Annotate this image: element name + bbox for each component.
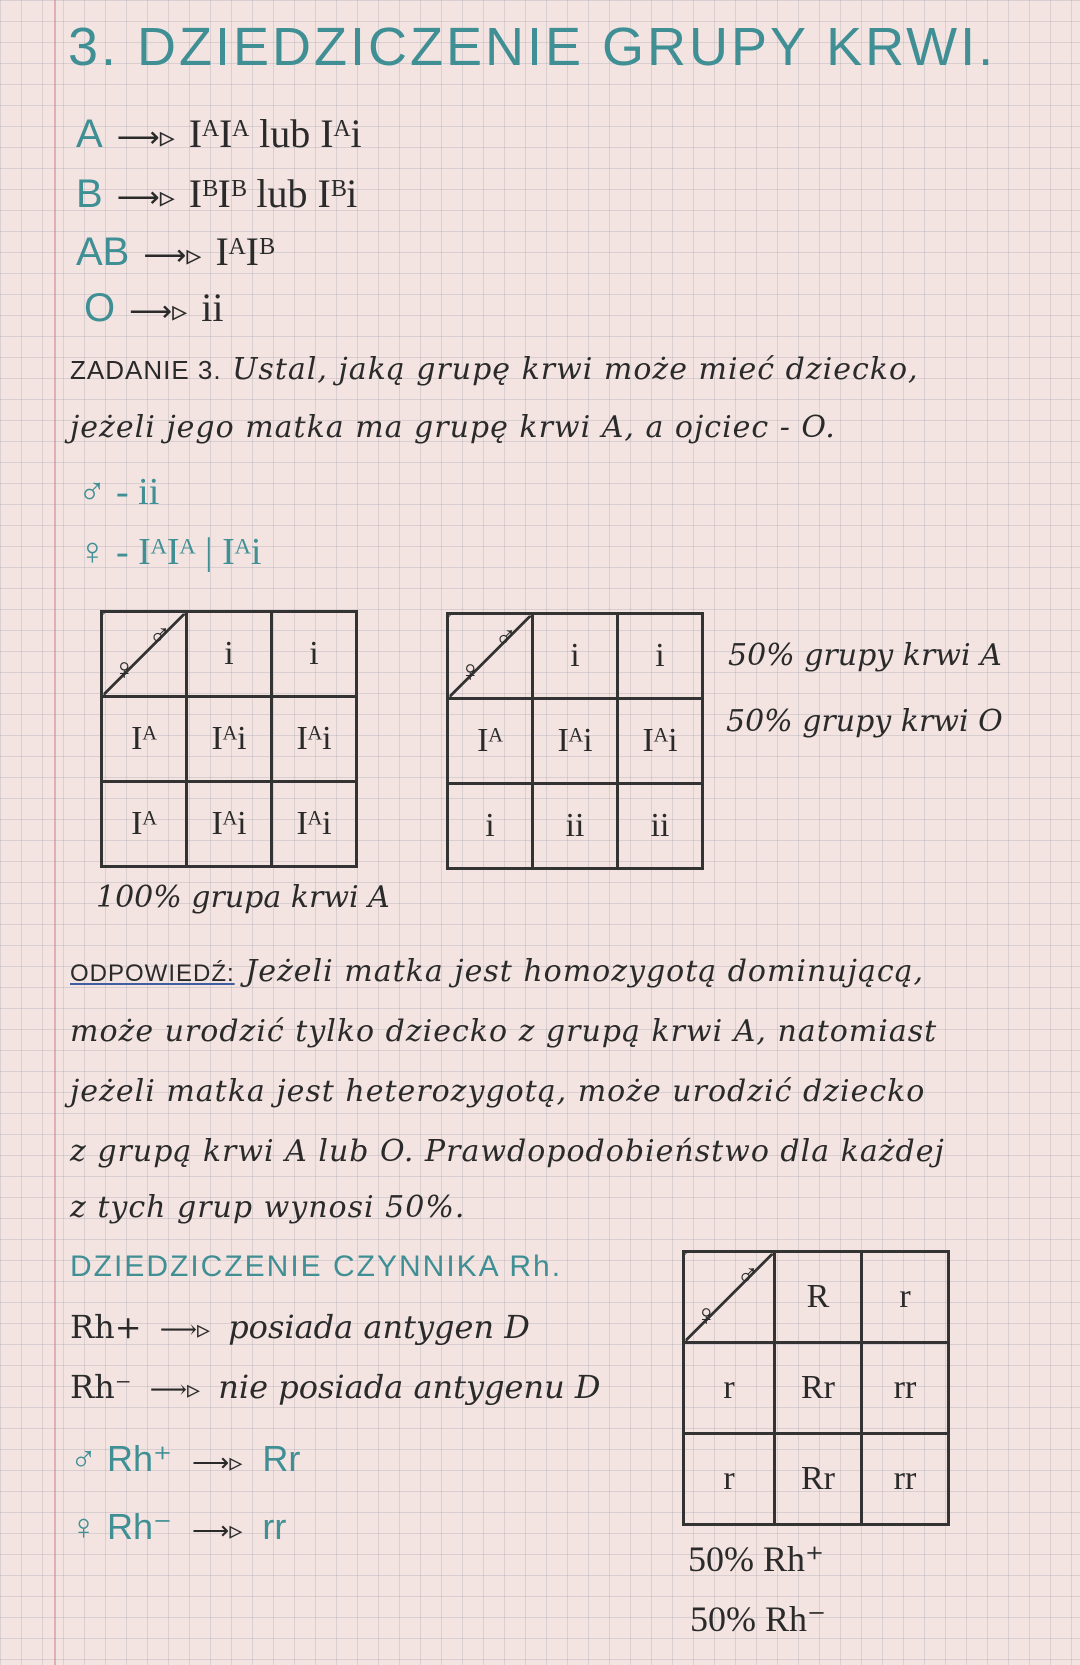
answer-label: ODPOWIEDŹ:: [70, 960, 235, 987]
mother-allele: Iᴬ: [448, 699, 533, 784]
arrow-icon: ⟶▹: [159, 1315, 211, 1345]
rh-result-positive: 50% Rh⁺: [688, 1539, 825, 1579]
answer-line-5: z tych grup wynosi 50%.: [70, 1190, 466, 1225]
offspring-genotype: Iᴬi: [272, 697, 357, 782]
task-line-2: jeżeli jego matka ma grupę krwi A, a ojciec - O.: [70, 410, 836, 445]
male-symbol-icon: ♂: [494, 621, 517, 654]
mother-allele: r: [684, 1343, 775, 1434]
punnett-square-homozygous: [100, 610, 358, 868]
offspring-genotype: Iᴬi: [533, 699, 618, 784]
mother-allele: Iᴬ: [102, 697, 187, 782]
arrow-icon: ⟶▹: [143, 239, 202, 272]
rh-father: ♂ Rh⁺: [70, 1438, 173, 1479]
arrow-icon: ⟶▹: [192, 1447, 243, 1477]
female-symbol-icon: ♀: [695, 1299, 718, 1332]
father-allele: R: [775, 1252, 862, 1343]
margin-line: [54, 0, 56, 1665]
rh-negative-label: Rh⁻: [70, 1368, 132, 1406]
rh-mother-genotype: rr: [262, 1506, 287, 1547]
father-allele: r: [862, 1252, 949, 1343]
offspring-genotype: rr: [862, 1343, 949, 1434]
punnett-corner: [684, 1252, 775, 1343]
genotype: IᴬIᴬ lub Iᴬi: [188, 111, 362, 156]
mother-genotype: ♀ - IᴬIᴬ | Iᴬi: [78, 531, 262, 573]
mother-allele: r: [684, 1434, 775, 1525]
group-label: AB: [76, 230, 130, 274]
rh-mother-row: [70, 1506, 286, 1548]
group-label: O: [84, 286, 116, 330]
punnett2-result-o: 50% grupy krwi O: [726, 704, 1003, 739]
group-label: B: [76, 172, 103, 216]
task-text: Ustal, jaką grupę krwi może mieć dziecko,: [232, 352, 919, 387]
arrow-icon: ⟶▹: [116, 121, 175, 154]
offspring-genotype: ii: [618, 784, 703, 869]
rh-negative-text: nie posiada antygenu D: [218, 1368, 601, 1406]
task-label: ZADANIE 3.: [70, 355, 222, 385]
offspring-genotype: Iᴬi: [272, 782, 357, 867]
rh-mother: ♀ Rh⁻: [70, 1506, 173, 1547]
father-allele: i: [533, 614, 618, 699]
offspring-genotype: Iᴬi: [187, 697, 272, 782]
answer-line-2: może urodzić tylko dziecko z grupą krwi A, natomiast: [70, 1014, 938, 1049]
rh-positive-label: Rh+: [70, 1308, 142, 1346]
group-label: A: [76, 112, 103, 156]
father-allele: i: [272, 612, 357, 697]
mother-allele: Iᴬ: [102, 782, 187, 867]
page-title: 3. DZIEDZICZENIE GRUPY KRWI.: [68, 17, 997, 77]
father-genotype: ♂ - ii: [78, 471, 160, 513]
blood-group-row: [76, 170, 357, 217]
answer-line-3: jeżeli matka jest heterozygotą, może urodzić dziecko: [70, 1074, 926, 1109]
genotype: ii: [201, 285, 224, 330]
blood-group-row: [84, 284, 223, 331]
rh-section-title: DZIEDZICZENIE CZYNNIKA Rh.: [70, 1250, 563, 1283]
arrow-icon: ⟶▹: [192, 1515, 243, 1545]
rh-positive-text: posiada antygen D: [228, 1308, 530, 1346]
punnett1-caption: 100% grupa krwi A: [96, 880, 390, 915]
rh-result-negative: 50% Rh⁻: [690, 1599, 827, 1639]
female-symbol-icon: ♀: [459, 655, 482, 688]
arrow-icon: ⟶▹: [129, 295, 188, 328]
father-allele: i: [187, 612, 272, 697]
female-symbol-icon: ♀: [113, 653, 136, 686]
offspring-genotype: ii: [533, 784, 618, 869]
answer-text: Jeżeli matka jest homozygotą dominującą,: [245, 954, 925, 989]
punnett2-result-a: 50% grupy krwi A: [728, 638, 1002, 673]
rh-negative-row: [70, 1368, 601, 1406]
rh-father-row: [70, 1438, 300, 1480]
punnett-corner: [448, 614, 533, 699]
rh-father-genotype: Rr: [262, 1438, 301, 1479]
arrow-icon: ⟶▹: [116, 181, 175, 214]
punnett-corner: [102, 612, 187, 697]
arrow-icon: ⟶▹: [149, 1375, 201, 1405]
blood-group-row: [76, 110, 362, 157]
offspring-genotype: Iᴬi: [187, 782, 272, 867]
offspring-genotype: Iᴬi: [618, 699, 703, 784]
offspring-genotype: rr: [862, 1434, 949, 1525]
mother-allele: i: [448, 784, 533, 869]
genotype: IᴬIᴮ: [215, 229, 275, 274]
answer-line-1: [70, 954, 1060, 989]
male-symbol-icon: ♂: [148, 619, 171, 652]
answer-line-4: z grupą krwi A lub O. Prawdopodobieństwo dla każdej: [70, 1134, 945, 1169]
male-symbol-icon: ♂: [736, 1259, 759, 1292]
offspring-genotype: Rr: [775, 1434, 862, 1525]
blood-group-row: [76, 228, 274, 275]
genotype: IᴮIᴮ lub Iᴮi: [188, 171, 358, 216]
rh-positive-row: [70, 1308, 530, 1346]
task-line-1: [70, 352, 919, 387]
offspring-genotype: Rr: [775, 1343, 862, 1434]
father-allele: i: [618, 614, 703, 699]
punnett-square-heterozygous: [446, 612, 704, 870]
punnett-square-rh: [682, 1250, 950, 1526]
